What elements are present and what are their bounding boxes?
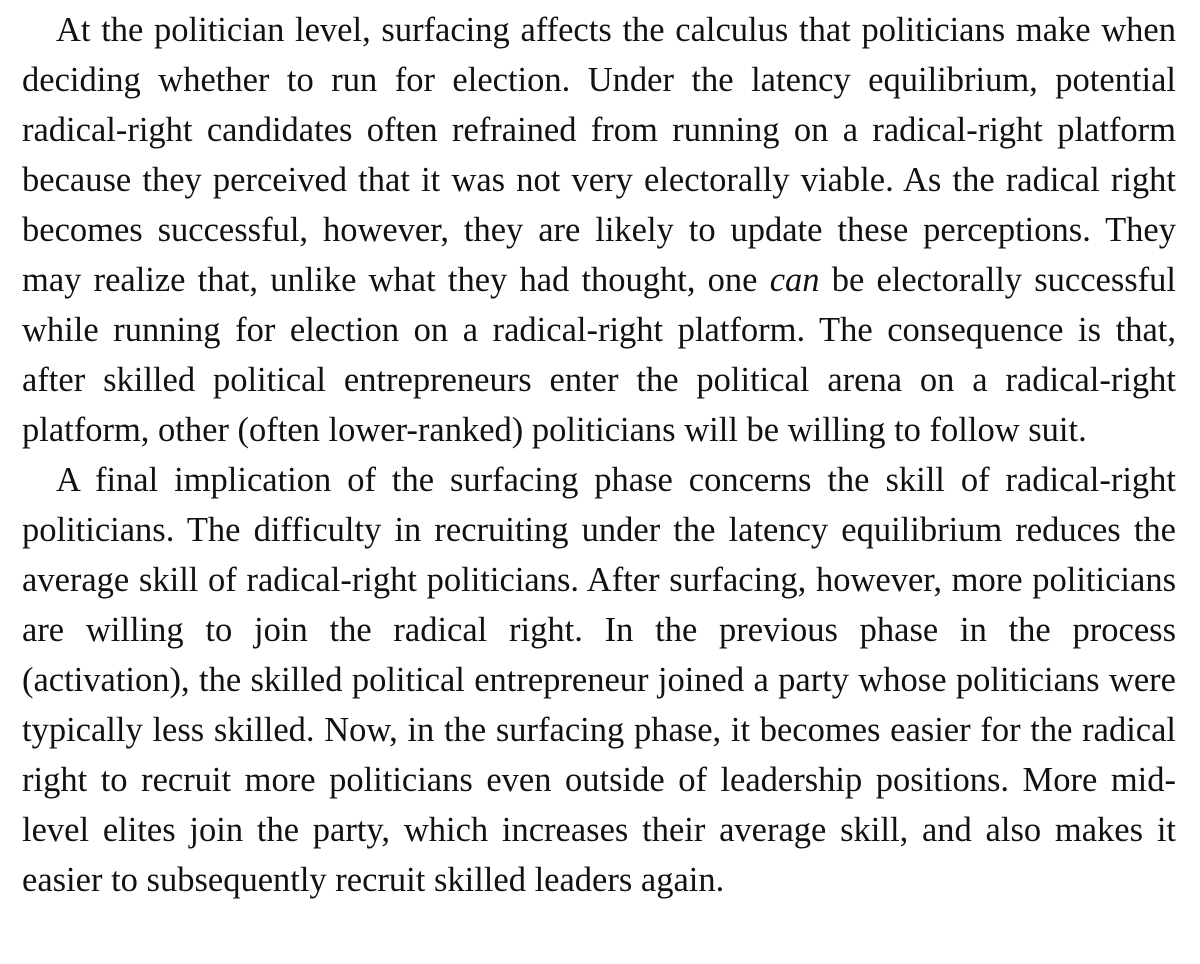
paragraph-1-text-start: At the politician level, surfacing affects the calculus that politicians make when deciding whether to run for election. Under the latency equilibrium, potential radical-right candidates often refrained from running on a radical-right platform because they perceived that it was not very electorally viable. As the radical right becomes successful, however, they are likely to update these perceptions. They may realize that, unlike what they had thought, one [22,11,1176,299]
document-page [22,5,1176,905]
paragraph-final-implication: A final implication of the surfacing phase concerns the skill of radical-right politicians. The difficulty in recruiting under the latency equilibrium reduces the average skill of radical-right politicians. After surfacing, however, more politicians are willing to join the radical right. In the previous phase in the process (activation), the skilled political entrepreneur joined a party whose politicians were typically less skilled. Now, in the surfacing phase, it becomes easier for the radical right to recruit more politicians even outside of leadership positions. More mid-level elites join the party, which increases their average skill, and also makes it easier to subsequently recruit skilled leaders again. [22,461,1176,899]
emphasis-can: can [769,261,820,299]
paragraph-politician-level [22,5,1176,455]
paragraph-1-text-end: be electorally successful while running for election on a radical-right platform. The consequence is that, after skilled political entrepreneurs enter the political arena on a radical-right platform, other (often lower-ranked) politicians will be willing to follow suit. [22,261,1176,449]
